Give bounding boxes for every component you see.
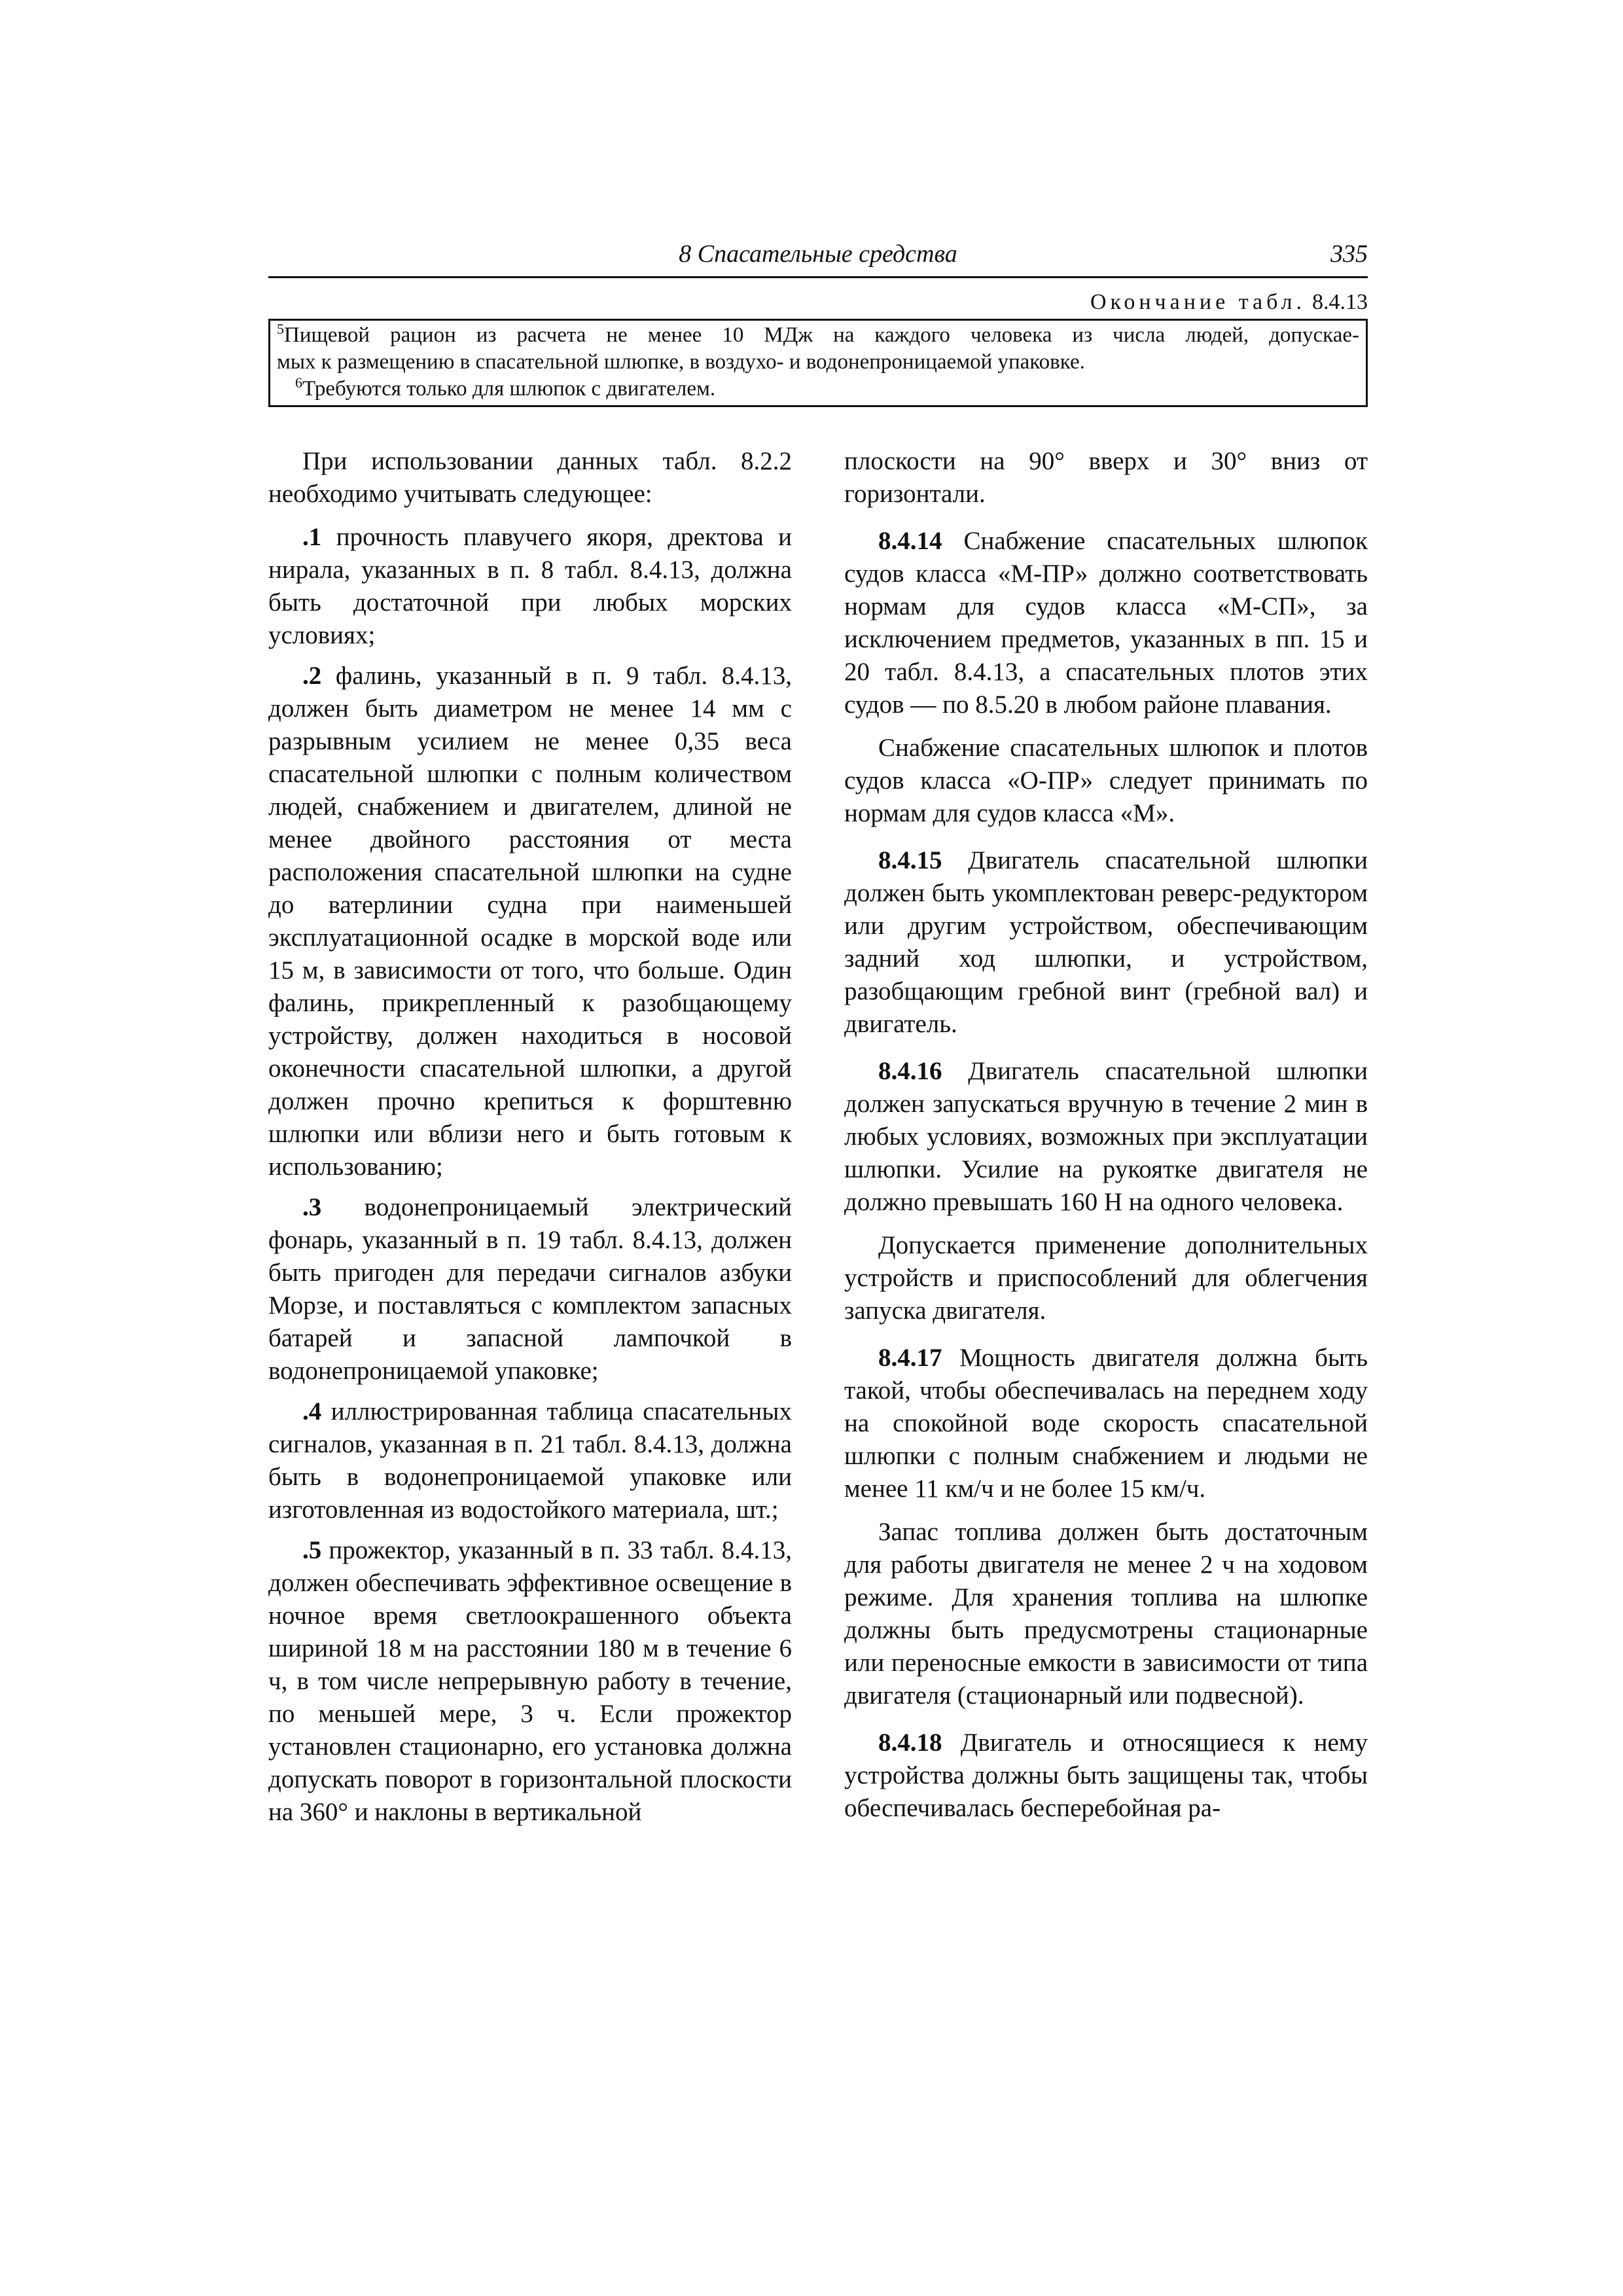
section-8-4-14 bbox=[844, 525, 1368, 721]
list-item-3 bbox=[268, 1191, 792, 1388]
section-8-4-14-paragraph-2: Снабжение спасательных шлюпок и плотов судов класса «О-ПР» следует принимать по нормам для судов класса «М». bbox=[844, 734, 1368, 827]
running-header bbox=[268, 236, 1368, 278]
section-8-4-14-number: 8.4.14 bbox=[878, 527, 942, 555]
section-8-4-15-text: Двигатель спасательной шлюпки должен быть укомплектован реверс-редуктором или другим устройством, обеспечивающим задний ход шлюпки, и устройством, разобщающим гребной винт (гребной вал) и двигатель. bbox=[844, 846, 1368, 1038]
table-footnotes bbox=[268, 319, 1368, 407]
list-item-4 bbox=[268, 1395, 792, 1526]
section-8-4-16-text: Двигатель спасательной шлюпки должен запускаться вручную в течение 2 мин в любых условиях, возможных при эксплуатации шлюпки. Усилие на рукоятке двигателя не должно превышать 160 Н на одного человека. bbox=[844, 1057, 1368, 1216]
table-continuation-label: Окончание табл. bbox=[1090, 290, 1306, 314]
list-item-2-text: фалинь, указанный в п. 9 табл. 8.4.13, должен быть диаметром не менее 14 мм с разрывным усилием не менее 0,35 веса спасательной шлюпки с полным количеством людей, снабжением и двигателем, длиной не менее двойного расстояния от места расположения спасательной шлюпки на судне до ватерлинии судна при наименьшей эксплуатационной осадке в морской воде или 15 м, в зависимости от того, что больше. Один фалинь, прикрепленный к разобщающему устройству, должен находиться в носовой оконечности спасательной шлюпки, а другой должен прочно крепиться к форштевню шлюпки или вблизи него и быть готовым к использованию; bbox=[268, 662, 792, 1181]
footnote-6-mark: 6 bbox=[295, 374, 302, 391]
table-reference: 8.4.13 bbox=[1312, 290, 1368, 314]
footnote-5-text-1: Пищевой рацион из расчета не менее 10 МДж на каждого человека из числа людей, допускае- bbox=[284, 323, 1359, 347]
document-page bbox=[268, 236, 1368, 1837]
section-8-4-15-number: 8.4.15 bbox=[878, 846, 942, 874]
list-item-1-text: прочность плавучего якоря, дректова и нирала, указанных в п. 8 табл. 8.4.13, должна быть достаточной при любых морских условиях; bbox=[268, 523, 792, 649]
list-item-4-text: иллюстрированная таблица спасательных сигналов, указанная в п. 21 табл. 8.4.13, должна быть в водонепроницаемой упаковке или изготовленная из водостойкого материала, шт.; bbox=[268, 1397, 792, 1524]
section-8-4-18-text: Двигатель и относящиеся к нему устройства должны быть защищены так, чтобы обеспечивалась бесперебойная ра- bbox=[844, 1729, 1368, 1822]
section-8-4-17-text: Мощность двигателя должна быть такой, чтобы обеспечивалась на переднем ходу на спокойной воде скорость спасательной шлюпки с полным снабжением и людьми не менее 11 км/ч и не более 15 км/ч. bbox=[844, 1344, 1368, 1503]
section-8-4-16 bbox=[844, 1055, 1368, 1219]
footnote-5-line-1 bbox=[277, 322, 1359, 349]
list-item-5-number: .5 bbox=[302, 1536, 322, 1564]
list-item-1 bbox=[268, 521, 792, 652]
section-8-4-18-number: 8.4.18 bbox=[878, 1729, 942, 1757]
footnote-6 bbox=[277, 376, 1359, 403]
list-item-1-number: .1 bbox=[302, 523, 322, 551]
section-8-4-14-text: Снабжение спасательных шлюпок судов класса «М-ПР» должно соответствовать нормам для судов класса «М-СП», за исключением предметов, указанных в пп. 15 и 20 табл. 8.4.13, а спасательных плотов этих судов — по 8.5.20 в любом районе плавания. bbox=[844, 527, 1368, 719]
list-item-5-text: прожектор, указанный в п. 33 табл. 8.4.13, должен обеспечивать эффективное освещение в ночное время светлоокрашенного объекта шириной 18 м на расстоянии 180 м в течение 6 ч, в том числе непрерывную работу в течение, по меньшей мере, 3 ч. Если прожектор установлен стационарно, его установка должна допускать поворот в горизонтальной плоскости на 360° и наклоны в вертикальной bbox=[268, 1536, 792, 1826]
left-column bbox=[268, 445, 792, 1837]
list-item-3-text: водонепроницаемый электрический фонарь, указанный в п. 19 табл. 8.4.13, должен быть пригоден для передачи сигналов азбуки Морзе, и поставляться с комплектом запасных батарей и запасной лампочкой в водонепроницаемой упаковке; bbox=[268, 1193, 792, 1385]
right-column bbox=[844, 445, 1368, 1837]
list-item-2-number: .2 bbox=[302, 662, 322, 690]
footnote-5-mark: 5 bbox=[277, 321, 284, 337]
list-item-5 bbox=[268, 1534, 792, 1829]
section-8-4-18 bbox=[844, 1727, 1368, 1825]
continuation-paragraph: плоскости на 90° вверх и 30° вниз от горизонтали. bbox=[844, 447, 1368, 508]
chapter-title: 8 Спасательные средства bbox=[679, 240, 957, 268]
section-8-4-17-number: 8.4.17 bbox=[878, 1344, 942, 1372]
list-item-3-number: .3 bbox=[302, 1193, 322, 1221]
footnote-5-line-2: мых к размещению в спасательной шлюпке, в воздухо- и водонепроницаемой упаковке. bbox=[277, 350, 1085, 374]
section-8-4-17 bbox=[844, 1342, 1368, 1505]
body-columns bbox=[268, 445, 1368, 1837]
page-number: 335 bbox=[1330, 240, 1368, 268]
list-item-2 bbox=[268, 660, 792, 1183]
footnote-6-text: Требуются только для шлюпок с двигателем. bbox=[302, 377, 716, 401]
list-item-4-number: .4 bbox=[302, 1397, 322, 1426]
intro-paragraph: При использовании данных табл. 8.2.2 необходимо учитывать следующее: bbox=[268, 447, 792, 508]
table-continuation-caption bbox=[268, 290, 1368, 315]
section-8-4-16-number: 8.4.16 bbox=[878, 1057, 942, 1085]
section-8-4-16-paragraph-2: Допускается применение дополнительных устройств и приспособлений для облегчения запуска двигателя. bbox=[844, 1231, 1368, 1325]
section-8-4-15 bbox=[844, 844, 1368, 1041]
section-8-4-17-paragraph-2: Запас топлива должен быть достаточным для работы двигателя не менее 2 ч на ходовом режиме. Для хранения топлива на шлюпке должны быть предусмотрены стационарные или переносные емкости в зависимости от типа двигателя (стационарный или подвесной). bbox=[844, 1518, 1368, 1710]
